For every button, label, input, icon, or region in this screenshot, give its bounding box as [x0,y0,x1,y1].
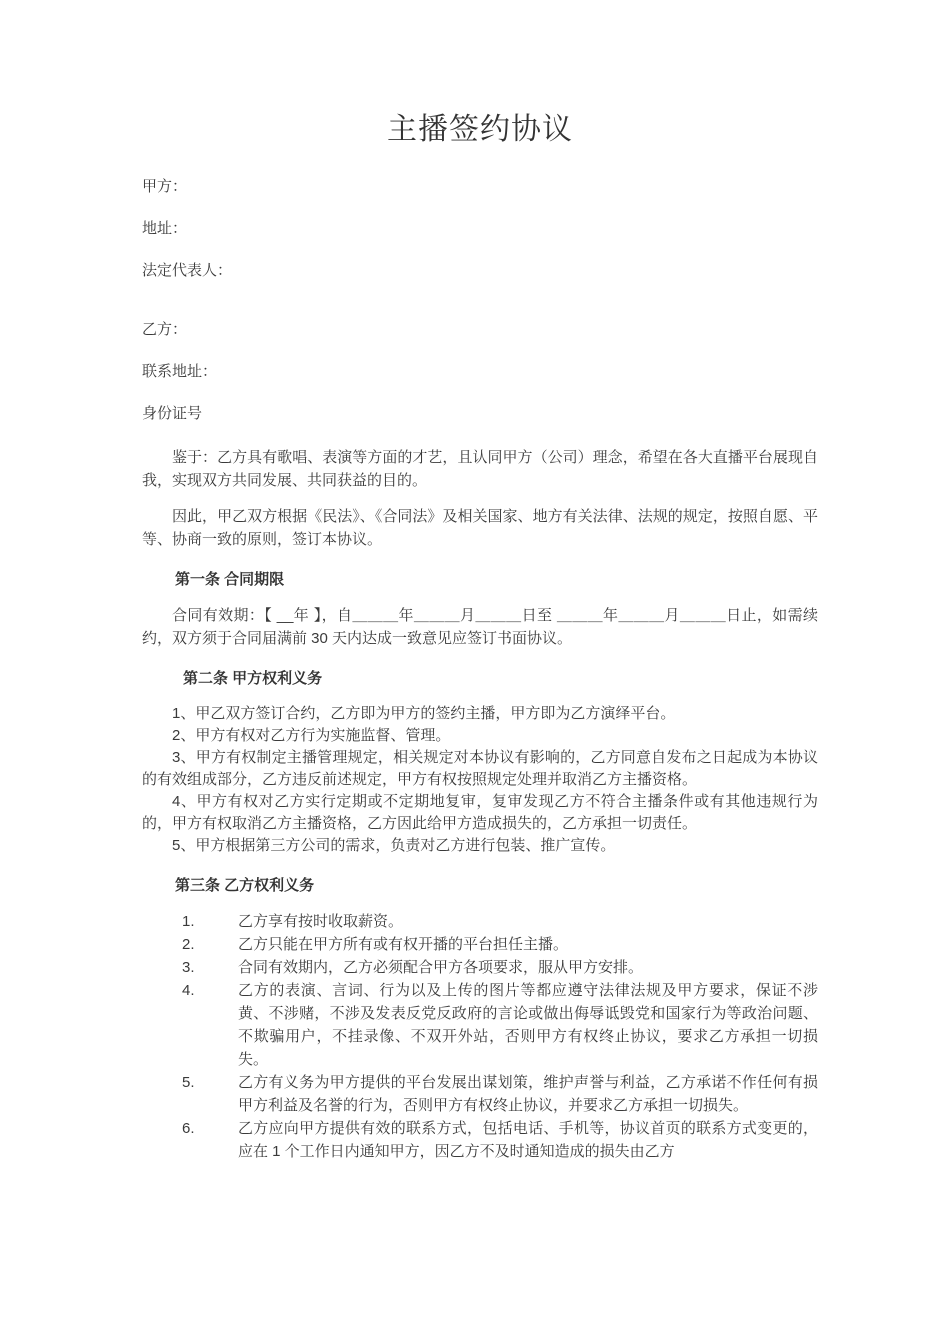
list-item-marker: 4. [182,982,195,999]
section-3-list [142,910,818,1163]
recital-paragraph: 鉴于：乙方具有歌唱、表演等方面的才艺，且认同甲方（公司）理念，希望在各大直播平台展现自我，实现双方共同发展、共同获益的目的。 [142,449,818,489]
therefore-paragraph: 因此，甲乙双方根据《民法》、《合同法》及相关国家、地方有关法律、法规的规定，按照自愿、平等、协商一致的原则，签订本协议。 [142,508,818,548]
list-item: 5、甲方根据第三方公司的需求，负责对乙方进行包装、推广宣传。 [172,837,616,854]
list-item: 4、甲方有权对乙方实行定期或不定期地复审，复审发现乙方不符合主播条件或有其他违规行为的，甲方有权取消乙方主播资格，乙方因此给甲方造成损失的，乙方承担一切责任。 [142,793,818,832]
party-a-block [142,177,818,280]
list-item-text: 乙方只能在甲方所有或有权开播的平台担任主播。 [238,936,569,953]
list-item-marker: 5. [182,1074,195,1091]
party-a-name-label: 甲方： [142,178,188,195]
list-item: 1、甲乙双方签订合约，乙方即为甲方的签约主播，甲方即为乙方演绎平台。 [172,705,676,722]
section-heading-1: 第一条 合同期限 [175,571,285,588]
list-item-text: 乙方有义务为甲方提供的平台发展出谋划策，维护声誉与利益，乙方承诺不作任何有损甲方利益及名誉的行为，否则甲方有权终止协议，并要求乙方承担一切损失。 [238,1074,818,1114]
party-b-block [142,320,818,423]
section-1-paragraph: 合同有效期：【 __年 】，自＿＿＿年＿＿＿月＿＿＿日至 ＿＿＿年＿＿＿月＿＿＿日止，如需续约，双方须于合同届满前 30 天内达成一致意见应签订书面协议。 [142,607,818,647]
document-body [142,0,818,1163]
list-item [142,956,818,979]
party-a-address-label: 地址： [142,220,188,237]
party-b-contact-address-label: 联系地址： [142,363,218,380]
section-heading-3: 第三条 乙方权利义务 [175,877,315,894]
list-item-marker: 2. [182,936,195,953]
list-item: 2、甲方有权对乙方行为实施监督、管理。 [172,727,451,744]
list-item-text: 乙方享有按时收取薪资。 [238,913,404,930]
list-item-text: 乙方应向甲方提供有效的联系方式，包括电话、手机等，协议首页的联系方式变更的，应在 1 个工作日内通知甲方，因乙方不及时通知造成的损失由乙方 [238,1120,818,1160]
list-item: 3、甲方有权制定主播管理规定，相关规定对本协议有影响的，乙方同意自发布之日起成为本协议的有效组成部分，乙方违反前述规定，甲方有权按照规定处理并取消乙方主播资格。 [142,749,818,788]
list-item-text: 合同有效期内，乙方必须配合甲方各项要求，服从甲方安排。 [238,959,644,976]
section-3-list-wrapper [142,910,818,1163]
list-item [142,933,818,956]
section-2-list [142,703,818,857]
list-item [142,1117,818,1163]
list-item [142,979,818,1071]
party-b-id-number-label: 身份证号 [142,405,203,422]
list-item-marker: 1. [182,913,195,930]
page-title: 主播签约协议 [387,113,573,146]
list-item-marker: 3. [182,959,195,976]
section-heading-2: 第二条 甲方权利义务 [183,670,323,687]
list-item [142,1071,818,1117]
list-item-marker: 6. [182,1120,195,1137]
list-item-text: 乙方的表演、言词、行为以及上传的图片等都应遵守法律法规及甲方要求，保证不涉黄、不涉赌，不涉及发表反党反政府的言论或做出侮辱诋毁党和国家行为等政治问题、不欺骗用户，不挂录像、不双开外站，否则甲方有权终止协议，要求乙方承担一切损失。 [238,982,818,1068]
party-b-name-label: 乙方： [142,321,188,338]
list-item [142,910,818,933]
party-a-legal-rep-label: 法定代表人： [142,262,233,279]
